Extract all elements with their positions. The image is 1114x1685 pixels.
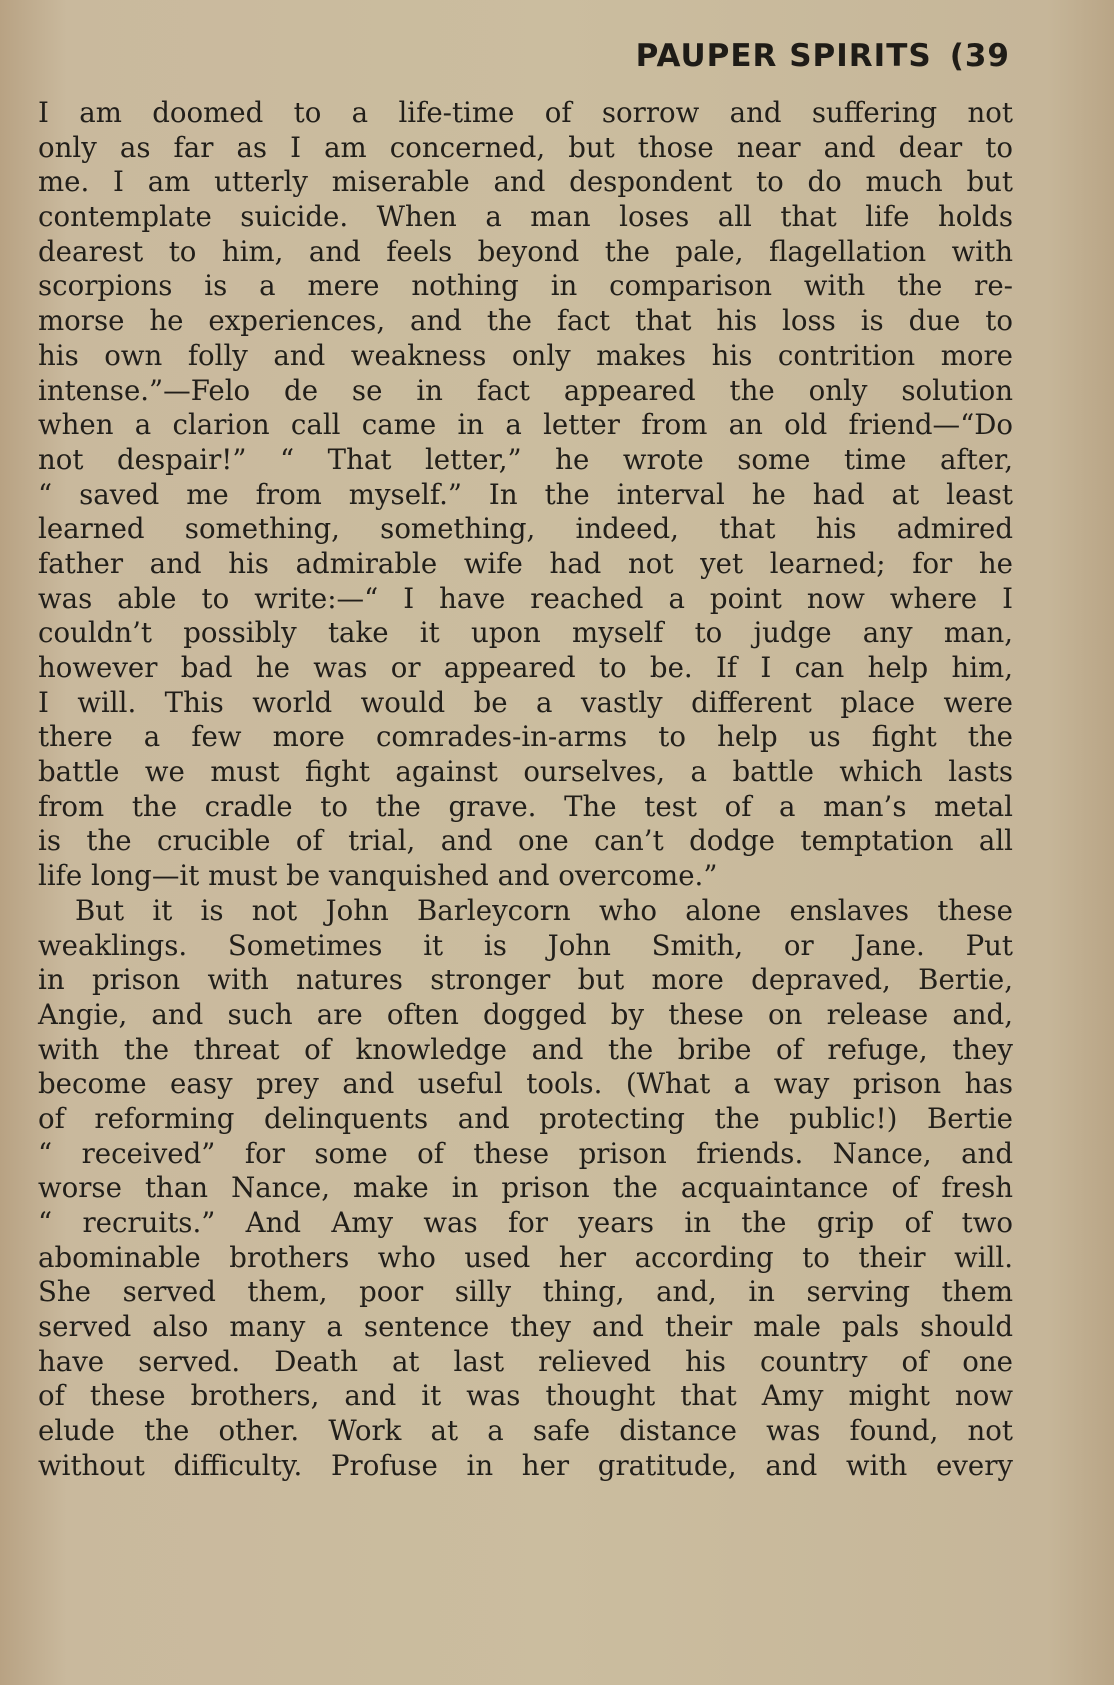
- paragraph-first-line: But it is not John Barleycorn who alone enslaves these: [75, 893, 1013, 927]
- text-line: “ received” for some of these prison friends. Nance, and: [38, 1136, 1013, 1170]
- running-header: [636, 38, 1010, 74]
- text-line: Angie, and such are often dogged by these on release and,: [38, 997, 1013, 1031]
- text-line: served also many a sentence they and their male pals should: [38, 1310, 1013, 1344]
- text-line: his own folly and weakness only makes his contrition more: [38, 338, 1013, 372]
- text-line: intense.”—Felo de se in fact appeared the only solution: [38, 373, 1013, 407]
- page-number: (39: [949, 38, 1010, 74]
- text-line: when a clarion call came in a letter from an old friend—“Do: [38, 408, 1013, 442]
- text-line: there a few more comrades-in-arms to help us fight the: [38, 720, 1013, 754]
- text-line: not despair!” “ That letter,” he wrote some time after,: [38, 442, 1013, 476]
- body-text: [38, 96, 1013, 1484]
- text-line: contemplate suicide. When a man loses all that life holds: [38, 200, 1013, 234]
- text-line: learned something, something, indeed, that his admired: [38, 512, 1013, 546]
- text-line: scorpions is a mere nothing in comparison with the re-: [38, 269, 1013, 303]
- text-line: father and his admirable wife had not yet learned; for he: [38, 546, 1013, 580]
- text-line: She served them, poor silly thing, and, in serving them: [38, 1275, 1013, 1309]
- text-line: without difficulty. Profuse in her gratitude, and with every: [38, 1448, 1013, 1482]
- text-line: was able to write:—“ I have reached a point now where I: [38, 581, 1013, 615]
- text-line: battle we must fight against ourselves, a battle which lasts: [38, 755, 1013, 789]
- text-line: “ recruits.” And Amy was for years in the grip of two: [38, 1206, 1013, 1239]
- text-line: me. I am utterly miserable and despondent to do much but: [38, 165, 1013, 199]
- text-line: I am doomed to a life-time of sorrow and suffering not: [38, 96, 1013, 129]
- text-line: weaklings. Sometimes it is John Smith, or Jane. Put: [38, 928, 1013, 962]
- text-line: from the cradle to the grave. The test of a man’s metal: [38, 789, 1013, 823]
- text-line: morse he experiences, and the fact that his loss is due to: [38, 304, 1013, 338]
- text-line: of reforming delinquents and protecting the public!) Bertie: [38, 1101, 1013, 1135]
- text-line: is the crucible of trial, and one can’t dodge temptation all: [38, 824, 1013, 858]
- text-line: only as far as I am concerned, but those near and dear to: [38, 130, 1013, 164]
- text-line: dearest to him, and feels beyond the pale, flagellation with: [38, 234, 1013, 268]
- running-header-title: PAUPER SPIRITS: [635, 38, 932, 74]
- text-line: elude the other. Work at a safe distance was found, not: [38, 1414, 1013, 1448]
- text-line: however bad he was or appeared to be. If I can help him,: [38, 651, 1013, 684]
- text-line: I will. This world would be a vastly different place were: [38, 685, 1013, 719]
- text-line: of these brothers, and it was thought that Amy might now: [38, 1379, 1013, 1413]
- text-line: abominable brothers who used her according to their will.: [38, 1240, 1013, 1274]
- text-line: in prison with natures stronger but more depraved, Bertie,: [38, 963, 1013, 997]
- text-line: “ saved me from myself.” In the interval he had at least: [38, 477, 1013, 511]
- paragraph-last-line: life long—it must be vanquished and overcome.”: [38, 859, 718, 893]
- text-line: worse than Nance, make in prison the acquaintance of fresh: [38, 1171, 1013, 1205]
- text-line: with the threat of knowledge and the bribe of refuge, they: [38, 1032, 1013, 1066]
- text-line: have served. Death at last relieved his country of one: [38, 1344, 1013, 1378]
- text-line: couldn’t possibly take it upon myself to judge any man,: [38, 616, 1013, 650]
- text-line: become easy prey and useful tools. (What a way prison has: [38, 1067, 1013, 1101]
